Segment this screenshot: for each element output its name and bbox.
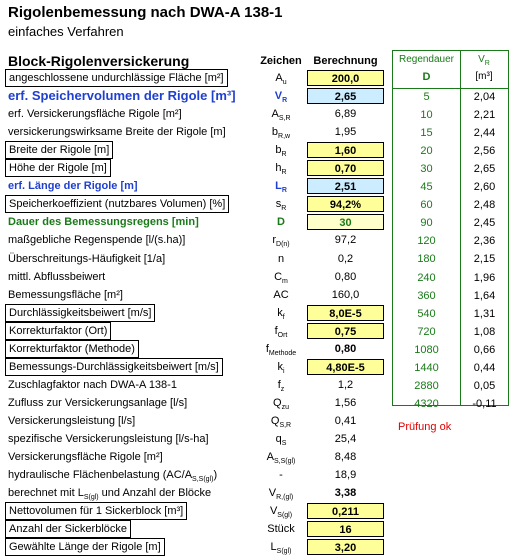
- input-cell[interactable]: 8,0E-5: [307, 305, 384, 321]
- table-row: [0, 340, 390, 358]
- list-item: [393, 160, 508, 178]
- row-symbol: $V_{R,(gl)}$: [268, 487, 294, 502]
- row-symbol: $C_m$: [274, 270, 288, 285]
- table-row: [0, 141, 390, 159]
- list-item: [393, 88, 508, 106]
- row-symbol: AC: [273, 288, 289, 301]
- list-item: [393, 142, 508, 160]
- duration-value: 1440: [414, 361, 439, 374]
- row-label: Bemessungs-Durchlässigkeitsbeiwert [m/s]: [5, 358, 223, 376]
- row-label: erf. Speichervolumen der Rigole [m³]: [8, 88, 236, 104]
- row-label: angeschlossene undurchlässige Fläche [m²]: [5, 69, 228, 87]
- duration-value: 30: [420, 163, 433, 176]
- duration-value: 720: [417, 325, 436, 338]
- rain-duration-table: [392, 50, 509, 410]
- volume-value: 2,65: [473, 163, 496, 176]
- row-label: Anzahl der Sickerblöcke: [5, 520, 131, 538]
- row-label: erf. Länge der Rigole [m]: [8, 180, 138, 193]
- input-cell[interactable]: 94,2%: [307, 196, 384, 212]
- volume-value: 2,56: [473, 145, 496, 158]
- duration-value: 120: [417, 235, 436, 248]
- row-label: maßgebliche Regenspende [l/(s.ha)]: [8, 234, 186, 247]
- list-item: [393, 124, 508, 142]
- volume-value: 1,96: [473, 271, 496, 284]
- list-item: [393, 287, 508, 305]
- row-symbol: $A_{S,R}$: [271, 108, 291, 123]
- row-symbol: D: [277, 216, 285, 229]
- volume-value: 0,05: [473, 379, 496, 392]
- duration-value: 20: [420, 145, 433, 158]
- duration-value: 180: [417, 253, 436, 266]
- input-cell[interactable]: 16: [307, 521, 384, 537]
- row-label: hydraulische Flächenbelastung $(AC/A_{S,S(gl)})$: [8, 469, 218, 484]
- row-symbol: $h_R$: [275, 162, 287, 177]
- value-cell: 30: [307, 214, 384, 230]
- table-row: [0, 195, 390, 213]
- value-cell: 0,80: [334, 342, 357, 355]
- row-symbol: $A_{S,S(gl)}$: [266, 451, 296, 466]
- value-cell: 18,9: [334, 469, 357, 482]
- row-symbol: $q_S$: [275, 433, 287, 448]
- volume-value: 2,04: [473, 91, 496, 103]
- input-cell[interactable]: 3,20: [307, 539, 384, 555]
- row-label: Nettovolumen für 1 Sickerblock [m³]: [5, 502, 187, 520]
- subheader-d: D: [422, 71, 431, 83]
- table-row: [0, 484, 390, 502]
- table-row: [0, 177, 390, 195]
- row-symbol: $V_R$: [274, 90, 288, 105]
- volume-value: 2,44: [473, 127, 496, 140]
- table-row: [0, 159, 390, 177]
- table-row: [0, 502, 390, 520]
- header-regendauer: Regendauer: [398, 54, 455, 65]
- table-row: [0, 268, 390, 286]
- table-row: [0, 123, 390, 141]
- row-label: Dauer des Bemessungsregens [min]: [8, 216, 199, 229]
- row-label: Versickerungsfläche Rigole [m²]: [8, 451, 163, 464]
- list-item: [393, 323, 508, 341]
- list-item: [393, 232, 508, 250]
- value-cell: 97,2: [334, 234, 357, 247]
- volume-value: 1,31: [473, 307, 496, 320]
- value-cell: 25,4: [334, 433, 357, 445]
- row-symbol: $r_{D(n)}$: [272, 234, 290, 249]
- row-symbol: $k_i$: [277, 360, 285, 375]
- row-label: versickerungswirksame Breite der Rigole [m]: [8, 126, 226, 139]
- row-symbol: $f_{Ort}$: [274, 324, 288, 339]
- table-row: [0, 69, 390, 87]
- page-title: Rigolenbemessung nach DWA-A 138-1: [8, 4, 283, 21]
- table-row: [0, 105, 390, 123]
- value-cell: 3,38: [334, 487, 357, 500]
- row-label: Zuschlagfaktor nach DWA-A 138-1: [8, 378, 177, 391]
- row-symbol: n: [277, 252, 285, 265]
- table-row: [0, 394, 390, 412]
- volume-value: 2,48: [473, 199, 496, 212]
- row-label: mittl. Abflussbeiwert: [8, 270, 106, 283]
- volume-value: -0,11: [472, 397, 497, 410]
- duration-value: 540: [417, 307, 436, 320]
- table-row: [0, 520, 390, 538]
- value-cell: 6,89: [334, 108, 357, 121]
- table-row: [0, 376, 390, 394]
- value-cell: 1,2: [337, 378, 354, 391]
- input-cell[interactable]: 0,75: [307, 323, 384, 339]
- row-label: Höhe der Rigole [m]: [5, 159, 111, 177]
- row-symbol: $Q_{zu}$: [273, 396, 289, 412]
- duration-value: 4320: [414, 397, 439, 410]
- duration-value: 1080: [414, 343, 439, 356]
- row-label: Breite der Rigole [m]: [5, 141, 113, 159]
- row-label: erf. Versickerungsfläche Rigole [m²]: [8, 108, 182, 121]
- table-row: [0, 358, 390, 376]
- row-symbol: $k_f$: [277, 306, 285, 321]
- value-cell: 8,48: [334, 451, 357, 464]
- row-symbol: -: [279, 469, 283, 482]
- volume-value: 2,45: [473, 217, 496, 230]
- row-label: Bemessungsfläche [m²]: [8, 288, 123, 301]
- duration-value: 15: [420, 127, 433, 140]
- value-cell: 0,80: [334, 270, 357, 283]
- volume-value: 2,60: [473, 181, 496, 194]
- row-label: Überschreitungs-Häufigkeit [1/a]: [8, 252, 166, 265]
- duration-value: 2880: [414, 379, 439, 392]
- list-item: [393, 359, 508, 377]
- table-row: [0, 448, 390, 466]
- volume-value: 2,36: [473, 235, 496, 248]
- list-item: [393, 305, 508, 323]
- list-item: [393, 214, 508, 232]
- value-cell: 0,41: [334, 414, 357, 427]
- table-row: [0, 538, 390, 556]
- input-cell[interactable]: 200,0: [307, 70, 384, 86]
- table-row: [0, 231, 390, 249]
- value-cell: 2,65: [307, 88, 384, 104]
- duration-value: 5: [423, 91, 430, 103]
- duration-value: 240: [417, 271, 436, 284]
- volume-value: 0,44: [473, 361, 496, 374]
- table-row: [0, 286, 390, 304]
- list-item: [393, 341, 508, 359]
- list-item: [393, 106, 508, 124]
- table-row: [0, 412, 390, 430]
- table-row: [0, 250, 390, 268]
- list-item: [393, 196, 508, 214]
- row-symbol: Stück: [267, 523, 295, 536]
- row-symbol: $V_{S(gl)}$: [269, 505, 293, 520]
- column-header-zeichen: Zeichen: [260, 55, 302, 67]
- row-label: Versickerungsleistung [l/s]: [8, 414, 136, 427]
- row-label: spezifische Versickerungsleistung [l/s-ha]: [8, 433, 209, 445]
- row-label: Zufluss zur Versickerungsanlage [l/s]: [8, 396, 188, 409]
- value-cell: 1,56: [334, 396, 357, 409]
- table-row: [0, 304, 390, 322]
- input-cell[interactable]: 0,211: [307, 503, 384, 519]
- list-item: [393, 178, 508, 196]
- row-symbol: $s_R$: [275, 198, 287, 213]
- row-symbol: $f_{Methode}$: [265, 342, 297, 357]
- list-item: [393, 395, 508, 413]
- input-cell[interactable]: 1,60: [307, 142, 384, 158]
- list-item: [393, 269, 508, 287]
- subheader-unit: [m³]: [475, 71, 493, 82]
- row-symbol: $f_z$: [277, 378, 285, 394]
- duration-value: 10: [420, 109, 433, 122]
- input-cell[interactable]: 0,70: [307, 160, 384, 176]
- row-label: Speicherkoeffizient (nutzbares Volumen) [%]: [5, 195, 229, 213]
- duration-value: 360: [417, 289, 436, 302]
- row-label: Durchlässigkeitsbeiwert [m/s]: [5, 304, 155, 322]
- volume-value: 2,15: [473, 253, 496, 266]
- row-symbol: $Q_{S,R}$: [270, 414, 292, 430]
- duration-value: 60: [420, 199, 433, 212]
- value-cell: 1,95: [334, 126, 357, 139]
- value-cell: 160,0: [331, 288, 360, 301]
- status-text: Prüfung ok: [398, 421, 452, 433]
- list-item: [393, 250, 508, 268]
- input-cell[interactable]: 4,80E-5: [307, 359, 384, 375]
- header-vr: $V_R$: [478, 54, 490, 67]
- duration-value: 45: [420, 181, 433, 194]
- row-label: Korrekturfaktor (Ort): [5, 322, 111, 340]
- row-symbol: $A_u$: [275, 72, 287, 87]
- row-label: Gewählte Länge der Rigole [m]: [5, 538, 165, 556]
- page-subtitle: einfaches Verfahren: [8, 24, 124, 39]
- value-cell: 2,51: [307, 178, 384, 194]
- row-symbol: $L_R$: [275, 180, 287, 195]
- row-label: Korrekturfaktor (Methode): [5, 340, 139, 358]
- row-symbol: $L_{S(gl)}$: [270, 541, 292, 556]
- table-row: [0, 322, 390, 340]
- volume-value: 1,64: [473, 289, 496, 302]
- table-row: [0, 87, 390, 105]
- table-row: [0, 466, 390, 484]
- value-cell: 0,2: [337, 252, 354, 265]
- row-label: berechnet mit $L_{S(gl)}$ und Anzahl der Blöcke: [8, 487, 212, 502]
- volume-value: 0,66: [473, 343, 496, 356]
- row-symbol: $b_{R,w}$: [271, 126, 291, 141]
- table-row: [0, 430, 390, 448]
- list-item: [393, 377, 508, 395]
- section-title: Block-Rigolenversickerung: [8, 53, 190, 69]
- row-symbol: $b_R$: [275, 144, 287, 159]
- table-row: [0, 213, 390, 231]
- volume-value: 1,08: [473, 325, 496, 338]
- duration-value: 90: [420, 217, 433, 230]
- volume-value: 2,21: [473, 109, 496, 122]
- column-header-berechnung: Berechnung: [313, 55, 378, 67]
